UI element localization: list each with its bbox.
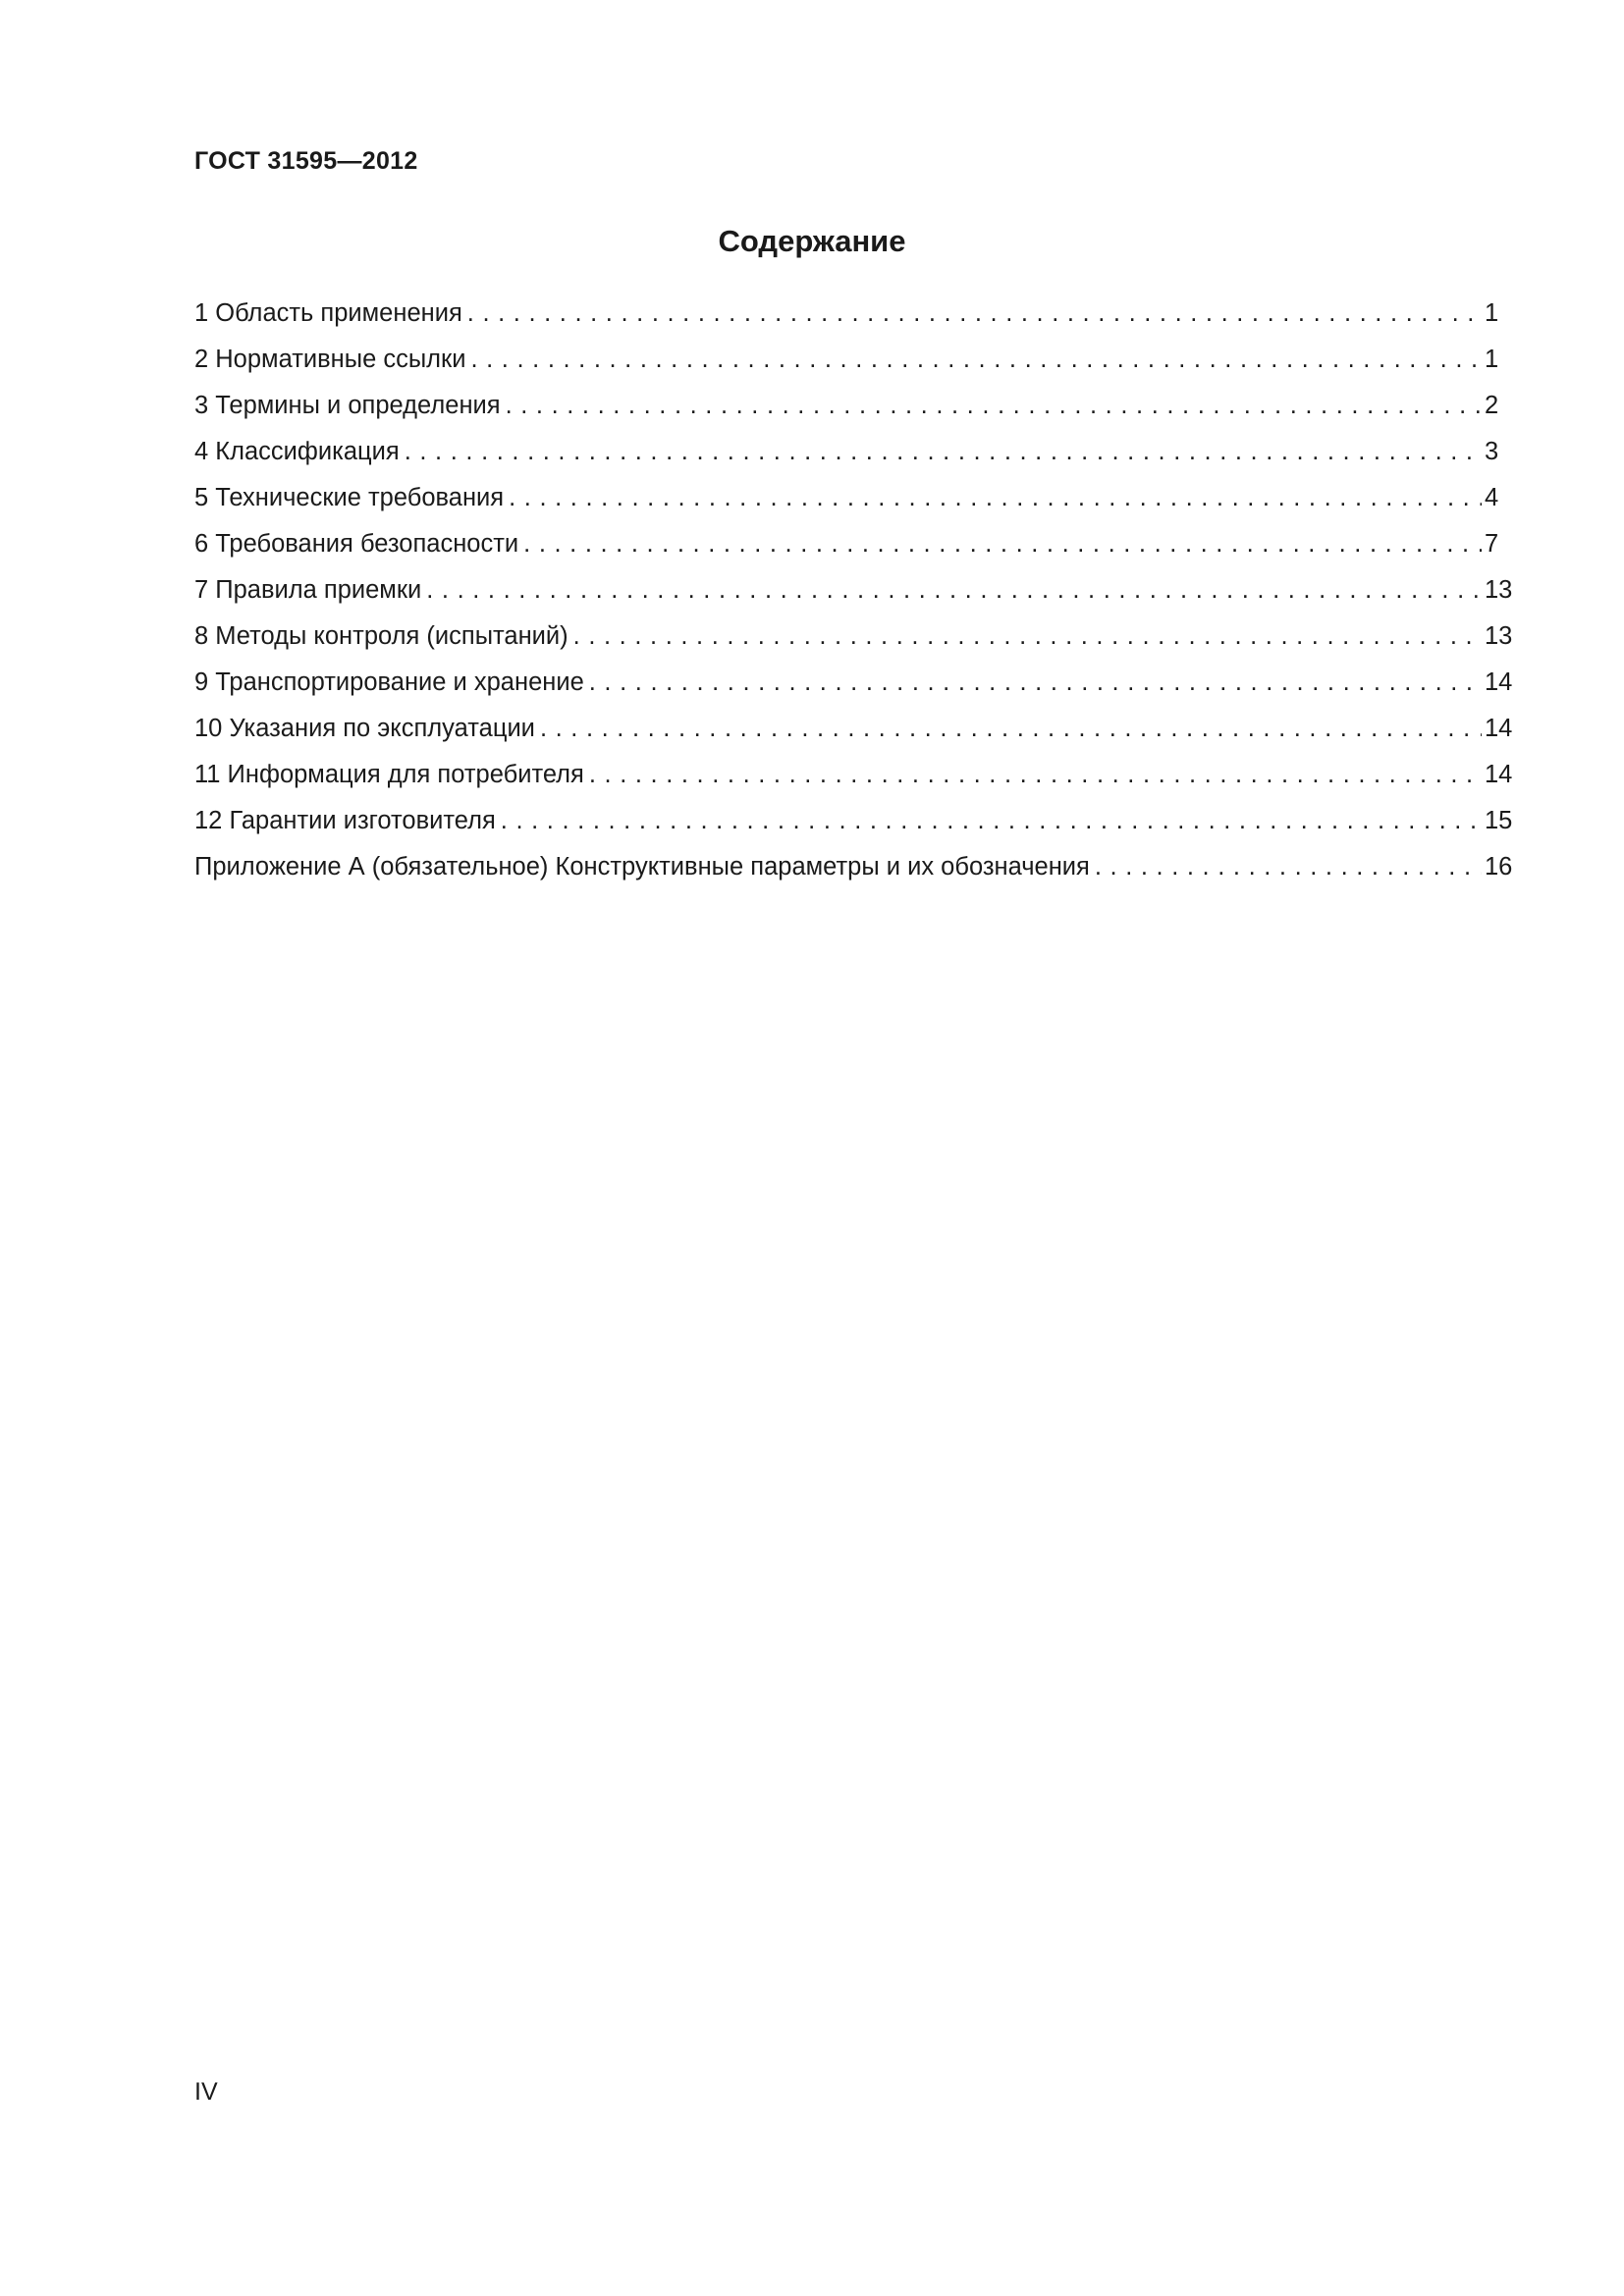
toc-entry[interactable] bbox=[194, 530, 1518, 576]
toc-entry-page: 16 bbox=[1485, 853, 1513, 881]
toc-entry-page: 13 bbox=[1485, 576, 1513, 604]
toc-entry[interactable] bbox=[194, 853, 1518, 899]
toc-entry-text: 11 Информация для потребителя bbox=[194, 761, 584, 788]
toc-entry-page: 4 bbox=[1485, 484, 1499, 511]
toc-entry-page: 15 bbox=[1485, 807, 1513, 834]
toc-entry-page: 14 bbox=[1485, 761, 1513, 788]
toc-entry-page: 2 bbox=[1485, 392, 1499, 419]
toc-entry-text: 6 Требования безопасности bbox=[194, 530, 519, 558]
dot-leader bbox=[501, 807, 1482, 835]
toc-entry-page: 3 bbox=[1485, 438, 1499, 465]
toc-entry-text: 2 Нормативные ссылки bbox=[194, 346, 466, 373]
toc-entry[interactable] bbox=[194, 622, 1518, 668]
toc-entry[interactable] bbox=[194, 484, 1518, 530]
page-number: IV bbox=[194, 2078, 218, 2106]
toc-entry-page: 1 bbox=[1485, 346, 1499, 373]
toc-entry-text: Приложение А (обязательное) Конструктивные параметры и их обозначения bbox=[194, 853, 1090, 881]
dot-leader bbox=[506, 392, 1482, 420]
toc-entry[interactable] bbox=[194, 438, 1518, 484]
toc-entry-text: 3 Термины и определения bbox=[194, 392, 501, 419]
toc-entry-text: 4 Классификация bbox=[194, 438, 400, 465]
dot-leader bbox=[589, 761, 1482, 789]
dot-leader bbox=[467, 299, 1482, 328]
dot-leader bbox=[589, 668, 1482, 697]
toc-entry-page: 7 bbox=[1485, 530, 1499, 558]
toc-title: Содержание bbox=[718, 224, 906, 258]
toc-entry-page: 14 bbox=[1485, 668, 1513, 696]
toc-entry[interactable] bbox=[194, 346, 1518, 392]
toc-entry-text: 7 Правила приемки bbox=[194, 576, 422, 604]
toc-entry-page: 1 bbox=[1485, 299, 1499, 327]
toc-entry-page: 14 bbox=[1485, 715, 1513, 742]
toc-entry-page: 13 bbox=[1485, 622, 1513, 650]
document-code: ГОСТ 31595—2012 bbox=[194, 147, 418, 175]
dot-leader bbox=[405, 438, 1482, 466]
toc-entry[interactable] bbox=[194, 761, 1518, 807]
table-of-contents bbox=[194, 299, 1518, 899]
dot-leader bbox=[470, 346, 1482, 374]
toc-entry[interactable] bbox=[194, 299, 1518, 346]
toc-entry-text: 12 Гарантии изготовителя bbox=[194, 807, 496, 834]
dot-leader bbox=[573, 622, 1482, 651]
dot-leader bbox=[1095, 853, 1482, 881]
dot-leader bbox=[509, 484, 1482, 512]
toc-entry[interactable] bbox=[194, 668, 1518, 715]
toc-entry[interactable] bbox=[194, 807, 1518, 853]
toc-entry-text: 8 Методы контроля (испытаний) bbox=[194, 622, 568, 650]
toc-entry-text: 5 Технические требования bbox=[194, 484, 505, 511]
dot-leader bbox=[523, 530, 1482, 559]
toc-entry[interactable] bbox=[194, 576, 1518, 622]
toc-entry-text: 10 Указания по эксплуатации bbox=[194, 715, 535, 742]
toc-entry[interactable] bbox=[194, 392, 1518, 438]
dot-leader bbox=[426, 576, 1482, 605]
toc-entry[interactable] bbox=[194, 715, 1518, 761]
dot-leader bbox=[540, 715, 1482, 743]
toc-entry-text: 9 Транспортирование и хранение bbox=[194, 668, 584, 696]
toc-entry-text: 1 Область применения bbox=[194, 299, 462, 327]
